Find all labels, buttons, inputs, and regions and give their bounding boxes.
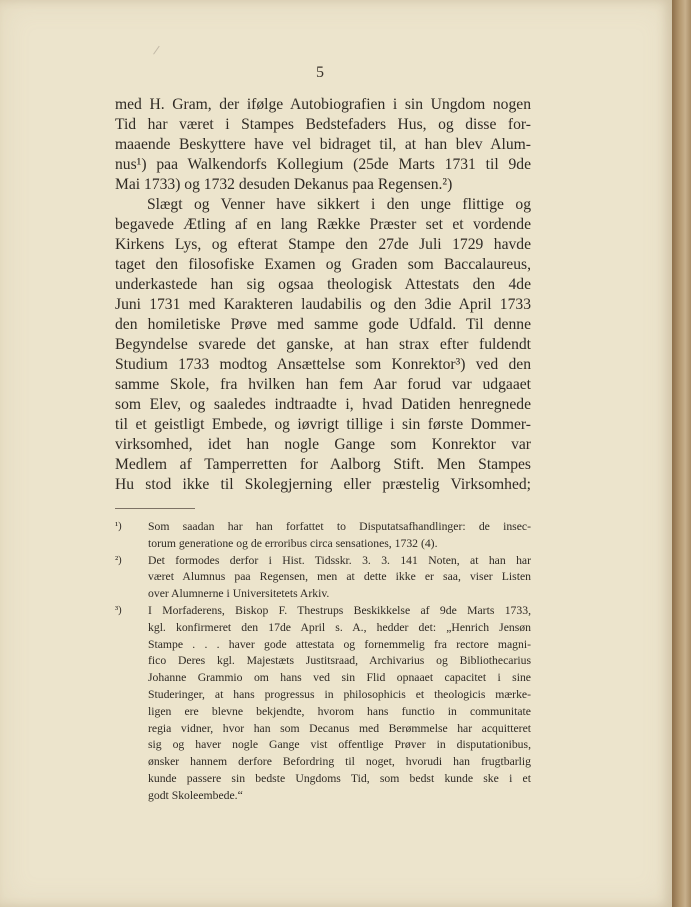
footnote-line: Stampe . . . haver gode attestata og fornemmelig fra rectore magni- — [148, 637, 531, 651]
text-line: maaende Beskyttere have vel bidraget til, at han blev Alum- — [115, 136, 531, 153]
paragraph-1 — [115, 95, 531, 195]
footnotes — [115, 519, 531, 805]
text-line: Juni 1731 med Karakteren laudabilis og den 3die April 1733 — [115, 296, 531, 313]
text-line: Tid har været i Stampes Bedstefaders Hus, og disse for- — [115, 116, 531, 133]
footnote-line: godt Skoleembede.“ — [148, 788, 243, 802]
footnote-line: Studeringer, at hans progressus in philosophicis et theologicis mærke- — [148, 687, 531, 701]
footnote-line: Det formodes derfor i Hist. Tidsskr. 3. 3. 141 Noten, at han har — [148, 553, 531, 567]
text-line: som Elev, og saaledes indtraadte i, hvad Datiden henregnede — [115, 396, 531, 413]
text-line: Mai 1733) og 1732 desuden Dekanus paa Regensen.²) — [115, 176, 453, 193]
footnote-line: I Morfaderens, Biskop F. Thestrups Beskikkelse af 9de Marts 1733, — [148, 603, 531, 617]
footnote-line: ligen ere blevne bekjendte, hvorom hans functio in communitate — [148, 704, 531, 718]
text-line: Begyndelse svarede det ganske, at han strax efter fuldendt — [115, 336, 531, 353]
footnote-line: været Alumnus paa Regensen, men at dette ikke er saa, viser Listen — [148, 570, 531, 584]
text-line: nus¹) paa Walkendorfs Kollegium (25de Marts 1731 til 9de — [115, 156, 531, 173]
book-edge — [672, 0, 691, 907]
footnote-line: torum generatione og de erroribus circa sensationes, 1732 (4). — [148, 536, 438, 550]
footnote-line: Johanne Grammio om hans ved sin Flid opnaaet capacitet i sine — [148, 671, 531, 685]
text-line: Medlem af Tamperretten for Aalborg Stift. Men Stampes — [115, 456, 531, 473]
footnote-line: kgl. konfirmeret den 17de April s. A., hedder det: „Henrich Jensøn — [148, 620, 531, 634]
footnote-line: regia vidner, hvor han som Decanus med Berømmelse har acquitteret — [148, 721, 531, 735]
text-line: underkastede han sig ogsaa theologisk Attestats den 4de — [115, 276, 531, 293]
page-number: 5 — [316, 64, 324, 81]
footnote-line: ønsker hannem derfore Befordring til noget, hvorudi han frugtbarlig — [148, 755, 531, 769]
text-line: samme Skole, fra hvilken han fem Aar forud var udgaaet — [115, 376, 531, 393]
footnote-marker: ¹) — [115, 521, 122, 532]
pencil-mark — [153, 46, 168, 61]
text-line: Slægt og Venner have sikkert i den unge flittige og — [147, 196, 531, 213]
footnote-line: sig og haver nogle Gange vist offentlige Prøver in disputationibus, — [148, 738, 531, 752]
main-text — [115, 95, 531, 495]
footnote-line: fico Deres kgl. Majestæts Justitsraad, Archivarius og Bibliothecarius — [148, 654, 531, 668]
text-line: Studium 1733 modtog Ansættelse som Konrektor³) ved den — [115, 356, 531, 373]
text-line: Kirkens Lys, og efterat Stampe den 27de Juli 1729 havde — [115, 236, 531, 253]
footnote-2 — [115, 553, 531, 603]
text-line: virksomhed, idet han nogle Gange som Konrektor var — [115, 436, 531, 453]
footnote-line: over Alumnerne i Universitetets Arkiv. — [148, 587, 330, 601]
text-line: taget den filosofiske Examen og Graden som Baccalaureus, — [115, 256, 531, 273]
paragraph-2 — [115, 195, 531, 495]
text-line: begavede Ætling af en lang Række Præster set et vordende — [115, 216, 531, 233]
footnote-line: kunde passere sin bedste Ungdoms Tid, som bedst kunde ske i et — [148, 771, 531, 785]
footnote-marker: ²) — [115, 554, 122, 566]
text-line: til et geistligt Embede, og iøvrigt tillige i sin første Dommer- — [115, 416, 531, 433]
text-line: den homiletiske Prøve med samme gode Udfald. Til denne — [115, 316, 531, 333]
text-line: med H. Gram, der ifølge Autobiografien i sin Ungdom nogen — [115, 96, 531, 113]
footnote-1 — [115, 519, 531, 553]
footnote-3 — [115, 603, 531, 805]
footnote-line: Som saadan har han forfattet to Disputatsafhandlinger: de insec- — [148, 520, 531, 533]
footnote-marker: ³) — [115, 604, 122, 616]
text-line: Hu stod ikke til Skolegjerning eller præstelig Virksomhed; — [115, 476, 531, 493]
footnote-separator — [115, 508, 195, 509]
